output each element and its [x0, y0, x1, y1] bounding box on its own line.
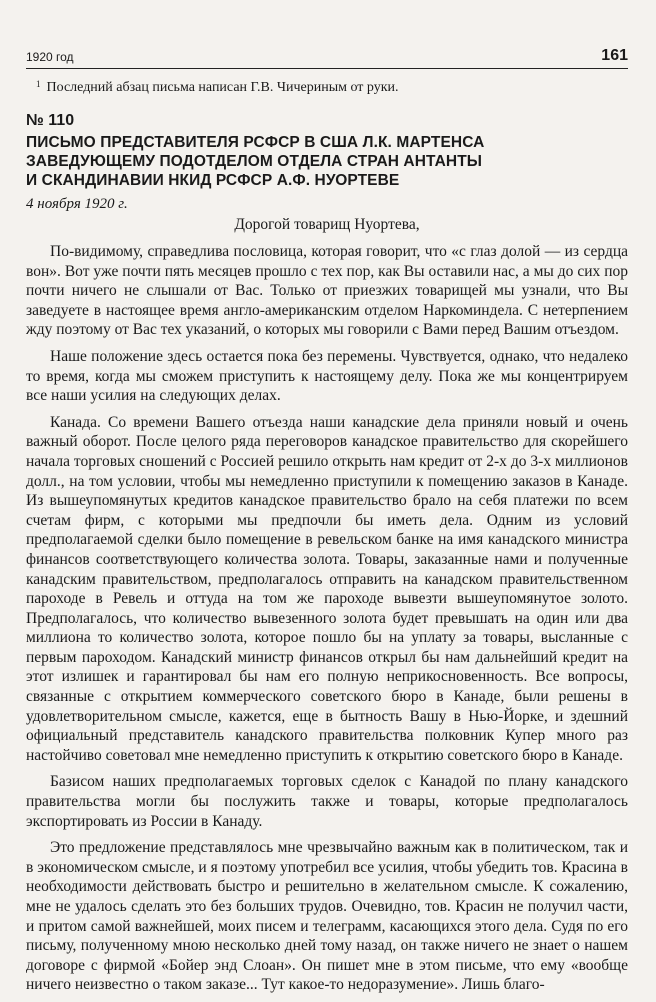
body-paragraph: Наше положение здесь остается пока без перемены. Чувствуется, однако, что недалеко то время, когда мы сможем приступить к настоящему делу. Пока же мы концентрируем все наши усилия на следующих делах. — [26, 347, 628, 405]
document-title — [26, 133, 628, 190]
salutation: Дорогой товарищ Нуортева, — [234, 216, 420, 233]
body-paragraph: Базисом наших предполагаемых торговых сделок с Канадой по плану канадского правительства могли бы послужить также и товары, которые предполагалось экспортировать из России в Канаду. — [26, 773, 628, 830]
body-paragraph: По-видимому, справедлива пословица, которая говорит, что «с глаз долой — из сердца вон». Вот уже почти пять месяцев прошло с тех пор, как Вы оставили нас, а мы до сих пор почти ничего не слышали от Вас. Только от приезжих товарищей мы узнали, что Вы заведуете в настоящее время англо-американским отделом Наркоминдела. С нетерпением жду поэтому от Вас тех указаний, о которых мы говорили с Вами перед Вашим отъездом. — [26, 243, 628, 339]
footnote-marker: 1 — [36, 79, 41, 89]
running-head: 1920 год — [26, 50, 74, 64]
page-header — [26, 44, 628, 66]
footnote-text: Последний абзац письма написан Г.В. Чичериным от руки. — [46, 80, 399, 95]
document-title-line: ЗАВЕДУЮЩЕМУ ПОДОТДЕЛОМ ОТДЕЛА СТРАН АНТАНТЫ — [26, 153, 483, 170]
footnote — [26, 79, 628, 96]
body-paragraph: Это предложение представлялось мне чрезвычайно важным как в политическом, так и в экономическом смысле, и я поэтому употребил все усилия, чтобы убедить тов. Красина в необходимости действовать быстро и решительно в желательном смысле. К сожалению, мне не удалось сделать это без больших трудов. Очевидно, тов. Красин не получил части, и притом самой важнейшей, моих писем и телеграмм, касающихся этого дела. Судя по его письму, полученному мною несколько дней тому назад, он также ничего не знает о нашем договоре с фирмой «Бойер энд Слоан». Он пишет мне в этом письме, что ему «вообще ничего неизвестно о таком заказе... Тут какое-то недоразумение». Лишь благо- — [26, 839, 628, 994]
document-title-line: ПИСЬМО ПРЕДСТАВИТЕЛЯ РСФСР В США Л.К. МАРТЕНСА — [26, 134, 485, 151]
header-rule — [26, 68, 628, 69]
document-page — [26, 44, 628, 1002]
body-paragraph: Канада. Со времени Вашего отъезда наши канадские дела приняли новый и очень важный оборот. После целого ряда переговоров канадское правительство для скорейшего начала торговых сношений с Россией решило открыть нам кредит от 2-х до 3-х миллионов долл., на том условии, чтобы мы немедленно приступили к помещению заказов в Канаде. Из вышеупомянутых кредитов канадское правительство брало на себя платежи по всем счетам фирм, с которыми мы предпочли бы иметь дела. Одним из условий предполагаемой сделки было помещение в ревельском банке на имя канадского министра финансов соответствующего количества золота. Товары, заказанные нами и полученные канадским правительством, предполагалось отправить на канадском правительственном пароходе в Ревель и оттуда на том же пароходе вывезти вышеупомянутое золото. Предполагалось, что количество вывезенного золота будет превышать на один или два миллиона то количество золота, которое пошло бы на уплату за товары, высланные с первым пароходом. Канадский министр финансов открыл бы нам дальнейший кредит на этот излишек и гарантировал бы нам его полную неприкосновенность. Все вопросы, связанные с открытием коммерческого советского бюро в Канаде, были решены в удовлетворительном смысле, кажется, еще в бытность Вашу в Нью-Йорке, и здешний официальный представитель канадского правительства полковник Купер много раз настойчиво советовал мне немедленно приступить к открытию советского бюро в Канаде. — [26, 413, 628, 764]
page-number: 161 — [601, 47, 628, 64]
document-title-line: И СКАНДИНАВИИ НКИД РСФСР А.Ф. НУОРТЕВЕ — [26, 172, 400, 189]
document-number: № 110 — [26, 112, 75, 129]
letter-body — [26, 242, 628, 995]
document-date: 4 ноября 1920 г. — [26, 196, 128, 212]
